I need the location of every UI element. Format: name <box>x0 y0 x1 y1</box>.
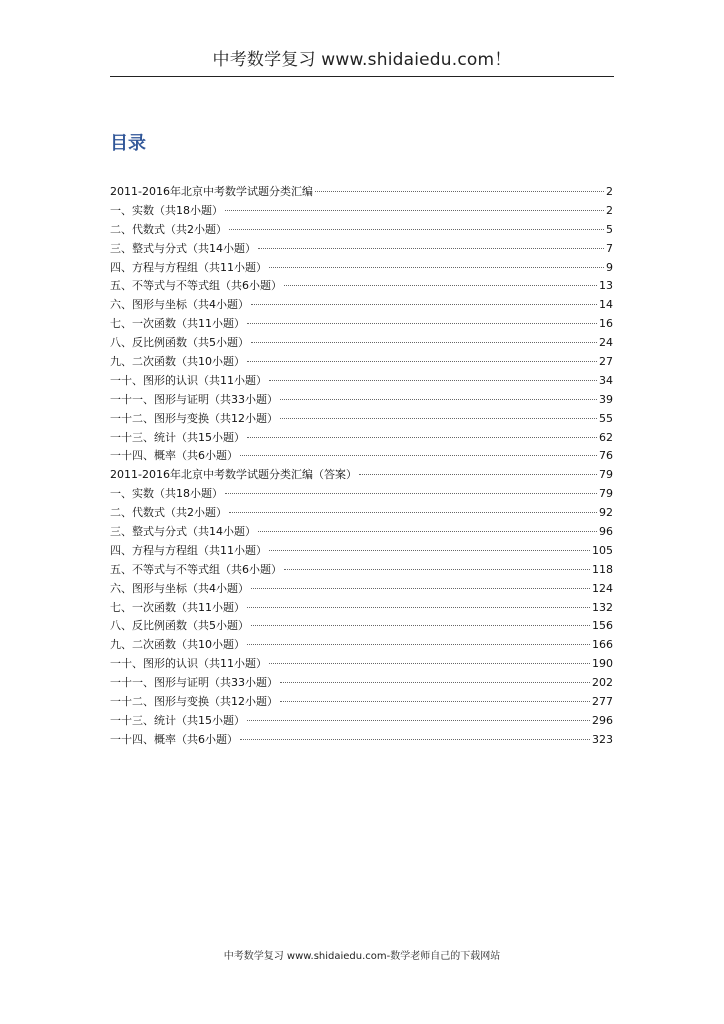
toc-entry[interactable] <box>110 353 613 372</box>
toc-entry-text[interactable]: 八、反比例函数（共5小题） <box>110 619 249 633</box>
toc-entry-page-number[interactable]: 24 <box>599 336 613 350</box>
toc-entry-text[interactable]: 一十三、统计（共15小题） <box>110 713 245 727</box>
toc-entry[interactable] <box>110 259 613 278</box>
toc-entry-text[interactable]: 七、一次函数（共11小题） <box>110 600 245 614</box>
toc-entry-text[interactable]: 四、方程与方程组（共11小题） <box>110 543 267 557</box>
toc-entry-text[interactable]: 五、不等式与不等式组（共6小题） <box>110 562 282 576</box>
toc-entry-page-number[interactable]: 14 <box>599 298 613 312</box>
toc-entry-page-number[interactable]: 9 <box>606 260 613 274</box>
toc-entry-text[interactable]: 一、实数（共18小题） <box>110 203 223 217</box>
toc-leader-dots <box>284 569 590 570</box>
toc-entry[interactable] <box>110 504 613 523</box>
toc-entry[interactable] <box>110 580 613 599</box>
toc-leader-dots <box>247 720 590 721</box>
toc-entry[interactable] <box>110 674 613 693</box>
toc-leader-dots <box>247 361 597 362</box>
toc-entry[interactable] <box>110 599 613 618</box>
toc-leader-dots <box>258 248 604 249</box>
toc-entry-page-number[interactable]: 96 <box>599 525 613 539</box>
toc-entry-text[interactable]: 一十二、图形与变换（共12小题） <box>110 695 278 709</box>
toc-entry-page-number[interactable]: 202 <box>592 676 613 690</box>
toc-leader-dots <box>229 229 604 230</box>
toc-entry-text[interactable]: 2011-2016年北京中考数学试题分类汇编 <box>110 185 313 198</box>
toc-entry-text[interactable]: 一十二、图形与变换（共12小题） <box>110 411 278 425</box>
toc-leader-dots <box>269 550 590 551</box>
toc-entry[interactable] <box>110 296 613 315</box>
toc-entry-page-number[interactable]: 39 <box>599 392 613 406</box>
toc-entry-text[interactable]: 九、二次函数（共10小题） <box>110 638 245 652</box>
toc-entry[interactable] <box>110 542 613 561</box>
toc-entry[interactable] <box>110 410 613 429</box>
toc-leader-dots <box>280 399 597 400</box>
toc-entry[interactable] <box>110 334 613 353</box>
toc-entry-text[interactable]: 一、实数（共18小题） <box>110 487 223 501</box>
toc-leader-dots <box>269 663 590 664</box>
toc-entry-page-number[interactable]: 7 <box>606 241 613 255</box>
toc-entry-page-number[interactable]: 76 <box>599 449 613 463</box>
toc-entry-text[interactable]: 八、反比例函数（共5小题） <box>110 336 249 350</box>
toc-entry-page-number[interactable]: 79 <box>599 468 613 482</box>
toc-leader-dots <box>258 531 597 532</box>
toc-entry-page-number[interactable]: 13 <box>599 279 613 293</box>
toc-entry[interactable] <box>110 202 613 221</box>
toc-entry[interactable] <box>110 221 613 240</box>
toc-entry-page-number[interactable]: 118 <box>592 562 613 576</box>
toc-title: 目录 <box>110 133 146 154</box>
toc-leader-dots <box>229 512 597 513</box>
toc-entry-page-number[interactable]: 132 <box>592 600 613 614</box>
toc-entry-page-number[interactable]: 34 <box>599 373 613 387</box>
toc-entry-text[interactable]: 二、代数式（共2小题） <box>110 222 227 236</box>
toc-entry-page-number[interactable]: 55 <box>599 411 613 425</box>
toc-entry[interactable] <box>110 447 613 466</box>
toc-entry-page-number[interactable]: 2 <box>606 203 613 217</box>
toc-entry[interactable] <box>110 655 613 674</box>
toc-entry-text[interactable]: 一十四、概率（共6小题） <box>110 449 238 463</box>
toc-entry-page-number[interactable]: 277 <box>592 695 613 709</box>
toc-entry[interactable] <box>110 617 613 636</box>
toc-entry-page-number[interactable]: 190 <box>592 657 613 671</box>
toc-entry-text[interactable]: 一十四、概率（共6小题） <box>110 732 238 746</box>
toc-leader-dots <box>280 682 590 683</box>
toc-entry-text[interactable]: 一十一、图形与证明（共33小题） <box>110 392 278 406</box>
toc-leader-dots <box>280 701 590 702</box>
toc-leader-dots <box>247 644 590 645</box>
toc-entry-page-number[interactable]: 323 <box>592 732 613 746</box>
toc-entry-text[interactable]: 三、整式与分式（共14小题） <box>110 241 256 255</box>
toc-leader-dots <box>269 267 604 268</box>
toc-entry-page-number[interactable]: 105 <box>592 543 613 557</box>
toc-leader-dots <box>240 739 590 740</box>
page-footer: 中考数学复习 www.shidaiedu.com-数学老师自己的下载网站 <box>223 951 501 962</box>
toc-entry[interactable] <box>110 429 613 448</box>
toc-entry-text[interactable]: 六、图形与坐标（共4小题） <box>110 298 249 312</box>
toc-entry-text[interactable]: 七、一次函数（共11小题） <box>110 317 245 331</box>
table-of-contents <box>110 183 613 750</box>
toc-entry-page-number[interactable]: 27 <box>599 355 613 369</box>
toc-entry[interactable] <box>110 183 613 202</box>
toc-leader-dots <box>225 210 604 211</box>
toc-leader-dots <box>280 418 597 419</box>
toc-entry[interactable] <box>110 277 613 296</box>
toc-entry-text[interactable]: 五、不等式与不等式组（共6小题） <box>110 279 282 293</box>
toc-entry-text[interactable]: 九、二次函数（共10小题） <box>110 355 245 369</box>
toc-entry-page-number[interactable]: 2 <box>606 185 613 198</box>
toc-leader-dots <box>247 437 597 438</box>
toc-entry[interactable] <box>110 372 613 391</box>
toc-entry-text[interactable]: 一十、图形的认识（共11小题） <box>110 373 267 387</box>
toc-entry[interactable] <box>110 712 613 731</box>
toc-leader-dots <box>284 285 597 286</box>
toc-entry-page-number[interactable]: 16 <box>599 317 613 331</box>
toc-leader-dots <box>247 607 590 608</box>
toc-entry-page-number[interactable]: 5 <box>606 222 613 236</box>
toc-leader-dots <box>225 493 597 494</box>
toc-entry-text[interactable]: 二、代数式（共2小题） <box>110 506 227 520</box>
toc-entry-page-number[interactable]: 92 <box>599 506 613 520</box>
toc-leader-dots <box>240 455 597 456</box>
toc-entry[interactable] <box>110 240 613 259</box>
toc-leader-dots <box>251 625 590 626</box>
toc-leader-dots <box>251 588 590 589</box>
toc-entry-page-number[interactable]: 166 <box>592 638 613 652</box>
toc-leader-dots <box>251 304 597 305</box>
toc-entry-page-number[interactable]: 296 <box>592 713 613 727</box>
toc-leader-dots <box>251 342 597 343</box>
toc-leader-dots <box>315 191 604 192</box>
toc-entry-page-number[interactable]: 156 <box>592 619 613 633</box>
toc-leader-dots <box>269 380 597 381</box>
toc-entry[interactable] <box>110 636 613 655</box>
toc-entry-page-number[interactable]: 79 <box>599 487 613 501</box>
toc-entry-text[interactable]: 三、整式与分式（共14小题） <box>110 525 256 539</box>
toc-entry-text[interactable]: 2011-2016年北京中考数学试题分类汇编（答案） <box>110 468 357 482</box>
toc-leader-dots <box>247 323 597 324</box>
toc-entry-text[interactable]: 一十、图形的认识（共11小题） <box>110 657 267 671</box>
toc-entry-page-number[interactable]: 62 <box>599 430 613 444</box>
toc-entry[interactable] <box>110 561 613 580</box>
toc-entry[interactable] <box>110 466 613 485</box>
toc-entry-page-number[interactable]: 124 <box>592 581 613 595</box>
toc-leader-dots <box>359 474 597 475</box>
page-header <box>110 46 614 77</box>
toc-entry[interactable] <box>110 523 613 542</box>
toc-entry-text[interactable]: 一十三、统计（共15小题） <box>110 430 245 444</box>
toc-entry-text[interactable]: 六、图形与坐标（共4小题） <box>110 581 249 595</box>
toc-entry[interactable] <box>110 485 613 504</box>
toc-entry-text[interactable]: 一十一、图形与证明（共33小题） <box>110 676 278 690</box>
header-title: 中考数学复习 www.shidaiedu.com！ <box>212 50 512 70</box>
toc-entry[interactable] <box>110 391 613 410</box>
toc-entry[interactable] <box>110 315 613 334</box>
toc-entry[interactable] <box>110 693 613 712</box>
toc-entry[interactable] <box>110 731 613 750</box>
toc-entry-text[interactable]: 四、方程与方程组（共11小题） <box>110 260 267 274</box>
